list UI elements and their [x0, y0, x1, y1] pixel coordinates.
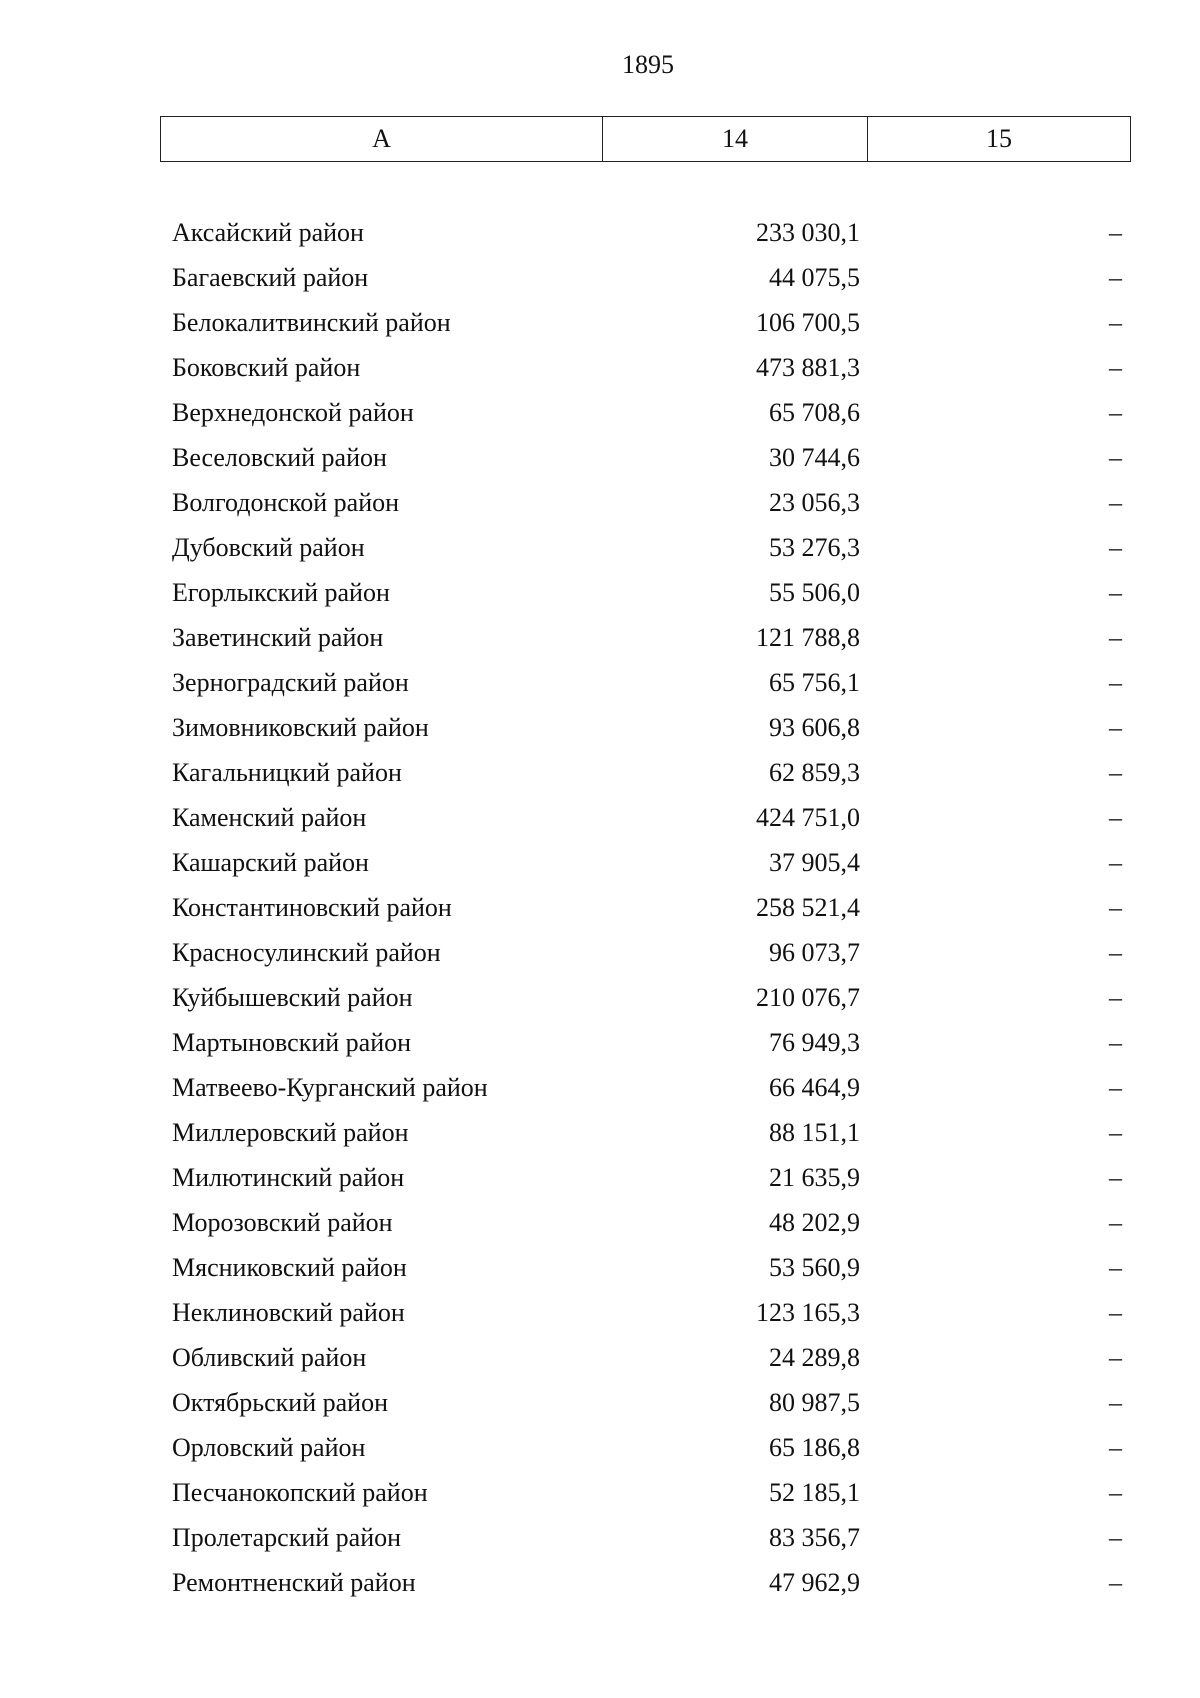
table-row	[172, 1110, 1122, 1155]
value-col-14: 424 751,0	[756, 803, 860, 832]
district-name: Веселовский район	[172, 443, 387, 472]
district-name: Мясниковский район	[172, 1253, 407, 1282]
value-col-14: 80 987,5	[769, 1388, 860, 1417]
district-name: Песчанокопский район	[172, 1478, 428, 1507]
table-row	[172, 750, 1122, 795]
value-col-15: –	[1109, 1118, 1122, 1147]
district-name: Егорлыкский район	[172, 578, 390, 607]
value-col-14: 121 788,8	[756, 623, 860, 652]
district-name: Константиновский район	[172, 893, 452, 922]
district-name: Матвеево-Курганский район	[172, 1073, 488, 1102]
value-col-15: –	[1109, 1073, 1122, 1102]
value-col-15: –	[1109, 218, 1122, 247]
value-col-14: 123 165,3	[756, 1298, 860, 1327]
value-col-14: 258 521,4	[756, 893, 860, 922]
value-col-15: –	[1109, 1523, 1122, 1552]
value-col-14: 44 075,5	[769, 263, 860, 292]
table-row	[172, 210, 1122, 255]
value-col-15: –	[1109, 1208, 1122, 1237]
value-col-14: 93 606,8	[769, 713, 860, 742]
value-col-14: 30 744,6	[769, 443, 860, 472]
district-name: Кагальницкий район	[172, 758, 402, 787]
header-col-a: А	[161, 117, 603, 161]
value-col-15: –	[1109, 1433, 1122, 1462]
value-col-14: 76 949,3	[769, 1028, 860, 1057]
value-col-15: –	[1109, 398, 1122, 427]
value-col-14: 66 464,9	[769, 1073, 860, 1102]
value-col-14: 55 506,0	[769, 578, 860, 607]
district-name: Орловский район	[172, 1433, 366, 1462]
value-col-14: 37 905,4	[769, 848, 860, 877]
value-col-14: 65 708,6	[769, 398, 860, 427]
table-header	[160, 116, 1131, 162]
value-col-14: 62 859,3	[769, 758, 860, 787]
district-name: Кашарский район	[172, 848, 369, 877]
table-row	[172, 615, 1122, 660]
header-col-15: 15	[986, 124, 1012, 153]
table-row	[172, 975, 1122, 1020]
district-name: Аксайский район	[172, 218, 364, 247]
district-name: Багаевский район	[172, 263, 369, 292]
district-name: Белокалитвинский район	[172, 308, 451, 337]
table-row	[172, 435, 1122, 480]
value-col-15: –	[1109, 1028, 1122, 1057]
page-number: 1895	[622, 50, 674, 79]
value-col-15: –	[1109, 263, 1122, 292]
value-col-14: 47 962,9	[769, 1568, 860, 1597]
table-row	[172, 255, 1122, 300]
district-name: Пролетарский район	[172, 1523, 402, 1552]
table-row	[172, 1470, 1122, 1515]
value-col-15: –	[1109, 758, 1122, 787]
district-name: Миллеровский район	[172, 1118, 409, 1147]
table-row	[172, 1290, 1122, 1335]
value-col-15: –	[1109, 713, 1122, 742]
value-col-15: –	[1109, 938, 1122, 967]
value-col-14: 473 881,3	[756, 353, 860, 382]
table-row	[172, 570, 1122, 615]
value-col-14: 96 073,7	[769, 938, 860, 967]
value-col-15: –	[1109, 803, 1122, 832]
value-col-15: –	[1109, 308, 1122, 337]
value-col-15: –	[1109, 848, 1122, 877]
value-col-15: –	[1109, 668, 1122, 697]
value-col-14: 233 030,1	[756, 218, 860, 247]
value-col-15: –	[1109, 1343, 1122, 1372]
table-row	[172, 1425, 1122, 1470]
value-col-14: 53 276,3	[769, 533, 860, 562]
value-col-15: –	[1109, 353, 1122, 382]
district-name: Красносулинский район	[172, 938, 441, 967]
value-col-14: 24 289,8	[769, 1343, 860, 1372]
district-name: Мартыновский район	[172, 1028, 412, 1057]
district-name: Обливский район	[172, 1343, 367, 1372]
table-row	[172, 300, 1122, 345]
table-row	[172, 1065, 1122, 1110]
table-row	[172, 795, 1122, 840]
header-col-14: 14	[603, 117, 868, 161]
table-row	[172, 525, 1122, 570]
district-name: Ремонтненский район	[172, 1568, 416, 1597]
value-col-14: 106 700,5	[756, 308, 860, 337]
table-row	[172, 705, 1122, 750]
table-row	[172, 390, 1122, 435]
value-col-14: 88 151,1	[769, 1118, 860, 1147]
district-name: Волгодонской район	[172, 488, 400, 517]
district-name: Зимовниковский район	[172, 713, 429, 742]
value-col-15: –	[1109, 1298, 1122, 1327]
table-row	[172, 930, 1122, 975]
district-name: Милютинский район	[172, 1163, 405, 1192]
table-row	[172, 345, 1122, 390]
value-col-15: –	[1109, 1253, 1122, 1282]
value-col-14: 52 185,1	[769, 1478, 860, 1507]
value-col-15: –	[1109, 983, 1122, 1012]
value-col-15: –	[1109, 578, 1122, 607]
table-row	[172, 660, 1122, 705]
value-col-15: –	[1109, 893, 1122, 922]
table-row	[172, 1200, 1122, 1245]
district-name: Верхнедонской район	[172, 398, 414, 427]
table-row	[172, 1020, 1122, 1065]
value-col-14: 210 076,7	[756, 983, 860, 1012]
district-name: Заветинский район	[172, 623, 384, 652]
district-name: Морозовский район	[172, 1208, 393, 1237]
value-col-14: 23 056,3	[769, 488, 860, 517]
table-row	[172, 1245, 1122, 1290]
table-row	[172, 840, 1122, 885]
value-col-14: 53 560,9	[769, 1253, 860, 1282]
value-col-15: –	[1109, 488, 1122, 517]
table-body	[172, 210, 1122, 1605]
value-col-15: –	[1109, 1163, 1122, 1192]
table-row	[172, 1380, 1122, 1425]
value-col-15: –	[1109, 1568, 1122, 1597]
value-col-15: –	[1109, 533, 1122, 562]
district-name: Куйбышевский район	[172, 983, 413, 1012]
value-col-15: –	[1109, 1388, 1122, 1417]
value-col-15: –	[1109, 1478, 1122, 1507]
table-row	[172, 480, 1122, 525]
district-name: Зерноградский район	[172, 668, 409, 697]
value-col-14: 83 356,7	[769, 1523, 860, 1552]
table-row	[172, 1335, 1122, 1380]
table-row	[172, 885, 1122, 930]
table-row	[172, 1155, 1122, 1200]
value-col-14: 65 756,1	[769, 668, 860, 697]
value-col-14: 21 635,9	[769, 1163, 860, 1192]
district-name: Боковский район	[172, 353, 361, 382]
table-row	[172, 1515, 1122, 1560]
district-name: Октябрьский район	[172, 1388, 388, 1417]
value-col-15: –	[1109, 623, 1122, 652]
district-name: Неклиновский район	[172, 1298, 405, 1327]
district-name: Дубовский район	[172, 533, 365, 562]
value-col-14: 48 202,9	[769, 1208, 860, 1237]
value-col-15: –	[1109, 443, 1122, 472]
value-col-14: 65 186,8	[769, 1433, 860, 1462]
table-row	[172, 1560, 1122, 1605]
district-name: Каменский район	[172, 803, 367, 832]
